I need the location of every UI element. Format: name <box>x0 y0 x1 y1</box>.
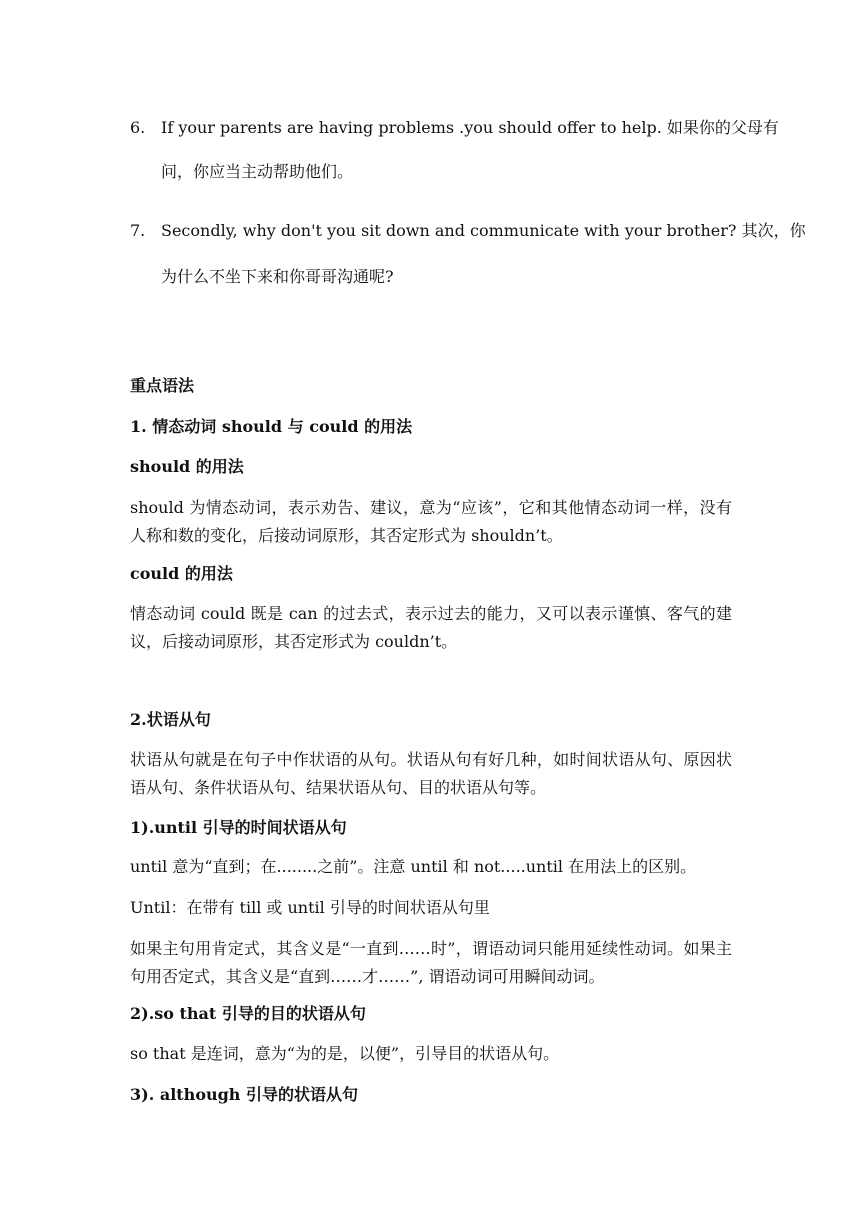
item-text-line2: 问，你应当主动帮助他们。 <box>161 162 354 181</box>
sub2-title: 2).so that 引导的目的状语从句 <box>130 1004 366 1023</box>
item-number: 6. <box>130 118 146 137</box>
should-text: should 为情态动词，表示劝告、建议，意为“应该”，它和其他情态动词一样，没有人称和数的变化，后接动词原形，其否定形式为 shouldn’t。 <box>130 498 732 545</box>
should-title: should 的用法 <box>130 457 244 476</box>
item-text-line1: If your parents are having problems .you should offer to help. 如果你的父母有 <box>161 118 779 137</box>
sub1-text1: until 意为“直到；在........之前”。注意 until 和 not.....until 在用法上的区别。 <box>130 857 697 876</box>
section1-title: 1. 情态动词 should 与 could 的用法 <box>130 417 413 436</box>
sub1-text3: 如果主句用肯定式，其含义是“一直到……时”，谓语动词只能用延续性动词。如果主句用否定式，其含义是“直到……才……”, 谓语动词可用瞬间动词。 <box>130 939 732 986</box>
section2-title: 2.状语从句 <box>130 710 211 729</box>
sub1-title: 1).until 引导的时间状语从句 <box>130 818 347 837</box>
sub3-title: 3). although 引导的状语从句 <box>130 1085 359 1104</box>
section2-intro: 状语从句就是在句子中作状语的从句。状语从句有好几种，如时间状语从句、原因状语从句、条件状语从句、结果状语从句、目的状语从句等。 <box>130 750 732 797</box>
could-title: could 的用法 <box>130 564 233 583</box>
sub1-text2: Until：在带有 till 或 until 引导的时间状语从句里 <box>130 898 490 917</box>
sub2-text: so that 是连词，意为“为的是，以便”，引导目的状语从句。 <box>130 1044 560 1063</box>
item-number: 7. <box>130 221 146 240</box>
section-heading: 重点语法 <box>130 376 195 395</box>
item-text-line2: 为什么不坐下来和你哥哥沟通呢? <box>161 267 394 286</box>
item-text-line1: Secondly, why don't you sit down and communicate with your brother? 其次，你 <box>161 221 806 240</box>
could-text: 情态动词 could 既是 can 的过去式，表示过去的能力，又可以表示谨慎、客气的建议，后接动词原形，其否定形式为 couldn’t。 <box>130 604 732 651</box>
